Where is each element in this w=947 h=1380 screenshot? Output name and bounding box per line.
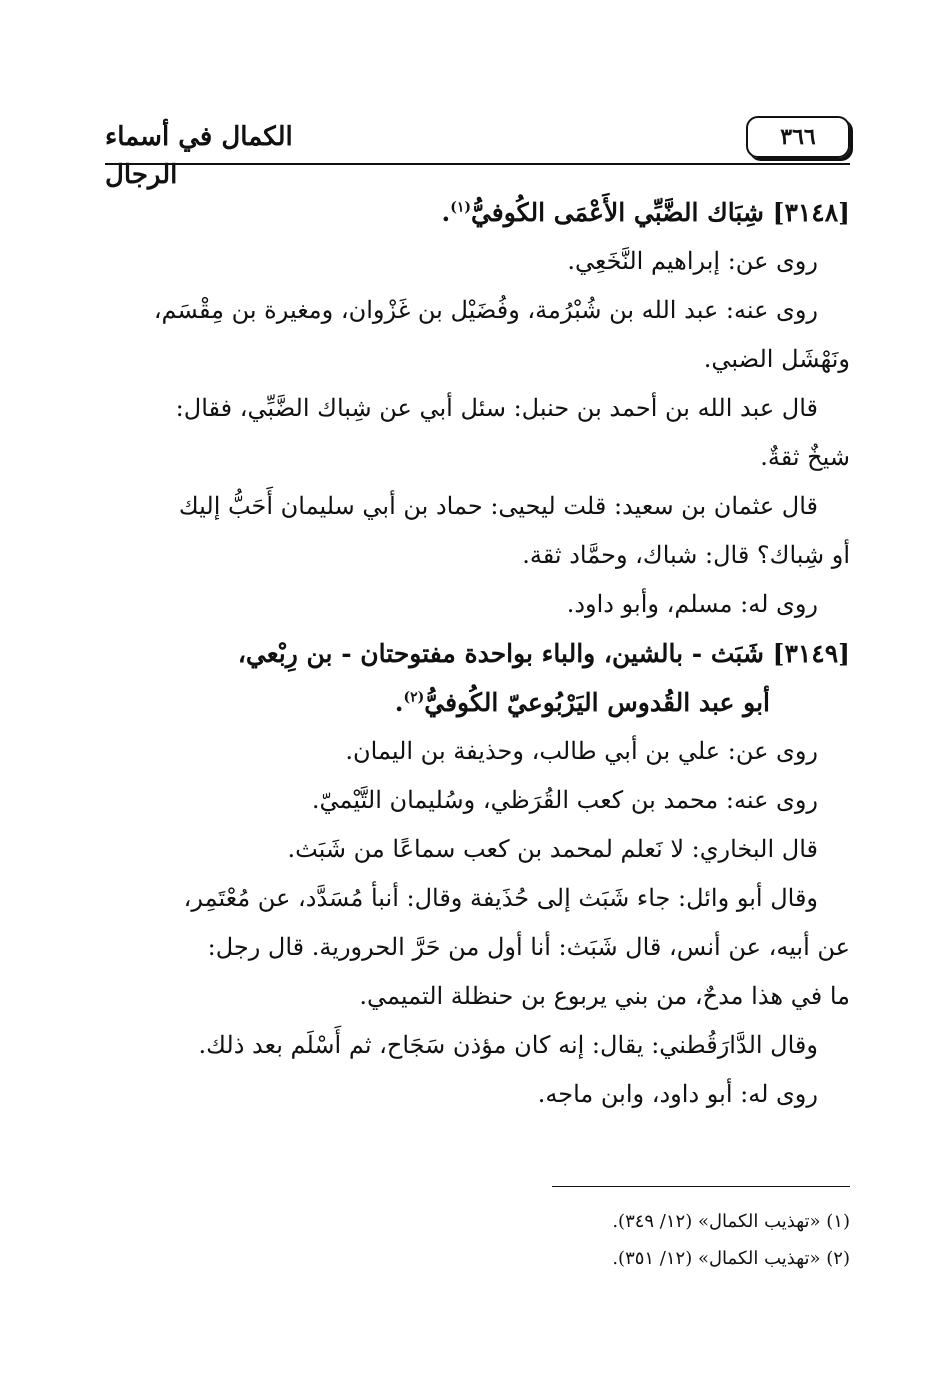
entry-line: روى له: أبو داود، وابن ماجه. xyxy=(537,1080,818,1108)
entry-heading: [٣١٤٨] شِبَاك الضَّبِّي الأَعْمَى الكُوفيُّ$^{(١)}$. xyxy=(441,198,850,227)
entry-line: روى عن: إبراهيم النَّخَعِي. xyxy=(567,247,818,275)
footnote: (١) «تهذيب الكمال» (١٢/ ٣٤٩). xyxy=(612,1211,850,1232)
entry-line: وقال أبو وائل: جاء شَبَث إلى حُذَيفة وقال: أنبأ مُسَدَّد، عن مُعْتَمِر، xyxy=(183,884,818,912)
entry-line: ما في هذا مدحٌ، من بني يربوع بن حنظلة التميمي. xyxy=(359,982,850,1010)
entry-line: ونَهْشَل الضبي. xyxy=(703,345,850,373)
entry-heading-cont: أبو عبد القُدوس اليَرْبُوعيّ الكُوفيُّ$^{(٢)}$. xyxy=(394,688,770,717)
page-header xyxy=(105,112,850,190)
entry-line: شيخٌ ثقةٌ. xyxy=(760,443,850,471)
page-body xyxy=(105,188,850,1119)
page-number: ٣٦٦ xyxy=(746,116,850,158)
entry-line: روى عنه: عبد الله بن شُبْرُمة، وفُضَيْل بن غَزْوان، ومغيرة بن مِقْسَم، xyxy=(153,296,818,324)
entry-line: روى عن: علي بن أبي طالب، وحذيفة بن اليمان. xyxy=(345,737,818,765)
footnote: (٢) «تهذيب الكمال» (١٢/ ٣٥١). xyxy=(612,1248,850,1269)
entry-line: قال عبد الله بن أحمد بن حنبل: سئل أبي عن شِباك الضَّبِّي، فقال: xyxy=(175,394,818,422)
entry-line: أو شِباك؟ قال: شباك، وحمَّاد ثقة. xyxy=(522,541,850,569)
entry-line: وقال الدَّارَقُطني: يقال: إنه كان مؤذن سَجَاح، ثم أَسْلَم بعد ذلك. xyxy=(198,1031,818,1059)
footnotes xyxy=(105,1203,850,1277)
entry-line: روى عنه: محمد بن كعب القُرَظي، وسُليمان التَّيْميّ. xyxy=(311,786,818,814)
entry-line: عن أبيه، عن أنس، قال شَبَث: أنا أول من حَرَّ الحرورية. قال رجل: xyxy=(207,933,850,961)
entry-line: قال البخاري: لا نَعلم لمحمد بن كعب سماعًا من شَبَث. xyxy=(287,835,818,863)
entry-heading: [٣١٤٩] شَبَث - بالشين، والباء بواحدة مفتوحتان - بن رِبْعي، xyxy=(237,639,850,668)
running-title: الكمال في أسماء الرجال xyxy=(105,122,293,190)
header-divider xyxy=(105,163,850,165)
footnote-ref: (٢) xyxy=(403,689,425,706)
footnote-ref: (١) xyxy=(450,199,471,216)
footnote-divider xyxy=(552,1186,850,1187)
entry-line: قال عثمان بن سعيد: قلت ليحيى: حماد بن أبي سليمان أَحَبُّ إليك xyxy=(178,492,818,520)
entry-line: روى له: مسلم، وأبو داود. xyxy=(566,590,818,618)
